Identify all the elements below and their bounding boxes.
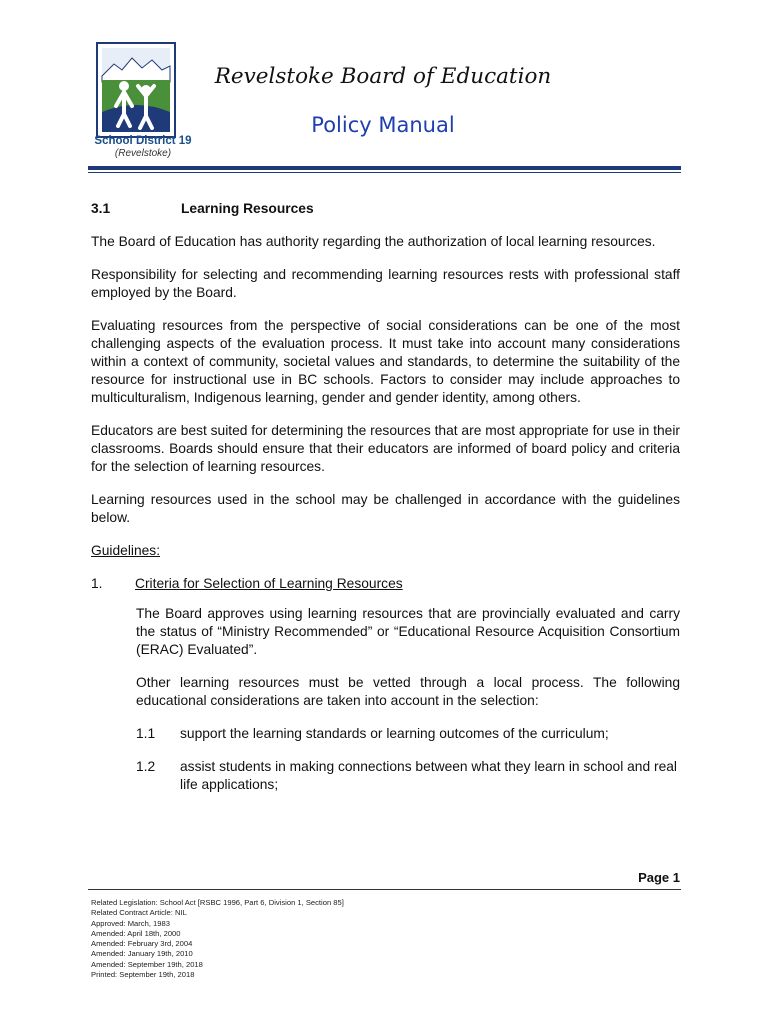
section-heading bbox=[91, 200, 680, 218]
footer-line: Related Legislation: School Act [RSBC 1996, Part 6, Division 1, Section 85] bbox=[91, 898, 344, 907]
paragraph-evaluating: Evaluating resources from the perspective of social considerations can be one of the most challenging aspects of the evaluation process. It must take into account many considerations within a context of community, societal values and standards, to determine the suitability of the resource for instructional use in BC schools. Factors to consider may include approaches to multiculturalism, Indigenous learning, gender and gender identity, among others. bbox=[91, 318, 680, 405]
guideline-item-title: Criteria for Selection of Learning Resources bbox=[135, 576, 403, 591]
guideline-item-1-para-1: The Board approves using learning resources that are provincially evaluated and carry the status of “Ministry Recommended” or “Educational Resource Acquisition Consortium (ERAC) Evaluated”. bbox=[136, 606, 680, 657]
header-rule-thin bbox=[88, 172, 681, 173]
manual-title: Policy Manual bbox=[311, 113, 455, 137]
footer-line: Amended: January 19th, 2010 bbox=[91, 949, 193, 959]
criteria-subitem bbox=[136, 725, 680, 743]
page-number: Page 1 bbox=[638, 870, 680, 885]
board-title: Revelstoke Board of Education bbox=[214, 64, 552, 89]
paragraph-authority: The Board of Education has authority regarding the authorization of local learning resources. bbox=[91, 234, 656, 249]
school-district-logo bbox=[96, 42, 176, 138]
footer-rule bbox=[88, 889, 681, 890]
paragraph-educators: Educators are best suited for determining the resources that are most appropriate for use in their classrooms. Boards should ensure that their educators are informed of board policy and criteria for the selection of learning resources. bbox=[91, 423, 680, 474]
district-location: (Revelstoke) bbox=[114, 148, 172, 159]
school-district-logo-icon bbox=[96, 42, 176, 138]
criteria-subitem bbox=[136, 758, 680, 794]
policy-content bbox=[91, 200, 680, 809]
section-title: Learning Resources bbox=[181, 201, 314, 216]
paragraph-challenges: Learning resources used in the school may be challenged in accordance with the guidelines below. bbox=[91, 492, 680, 525]
header-rule-thick bbox=[88, 166, 681, 170]
footer-line: Printed: September 19th, 2018 bbox=[91, 970, 195, 980]
guideline-item-1-heading bbox=[91, 575, 680, 593]
footer-line: Amended: February 3rd, 2004 bbox=[91, 939, 193, 949]
criteria-subitem-text: assist students in making connections between what they learn in school and real life applications; bbox=[180, 759, 677, 792]
criteria-subitem-number: 1.2 bbox=[136, 759, 156, 774]
criteria-subitem-number: 1.1 bbox=[136, 726, 156, 741]
criteria-subitem-text: support the learning standards or learning outcomes of the curriculum; bbox=[180, 726, 609, 741]
footer-line: Amended: April 18th, 2000 bbox=[91, 928, 181, 938]
footer-line: Amended: September 19th, 2018 bbox=[91, 959, 203, 969]
guidelines-heading: Guidelines: bbox=[91, 543, 161, 558]
footer-metadata bbox=[91, 898, 344, 980]
section-number: 3.1 bbox=[91, 201, 111, 216]
paragraph-responsibility: Responsibility for selecting and recommending learning resources rests with professional staff employed by the Board. bbox=[91, 267, 680, 300]
district-name: School District 19 bbox=[94, 135, 192, 147]
logo-caption bbox=[84, 135, 202, 159]
footer-line: Related Contract Article: NIL bbox=[91, 908, 187, 918]
footer-line: Approved: March, 1983 bbox=[91, 918, 170, 928]
guideline-item-number: 1. bbox=[91, 576, 103, 591]
guideline-item-1-para-2: Other learning resources must be vetted through a local process. The following educational considerations are taken into account in the selection: bbox=[136, 675, 680, 708]
